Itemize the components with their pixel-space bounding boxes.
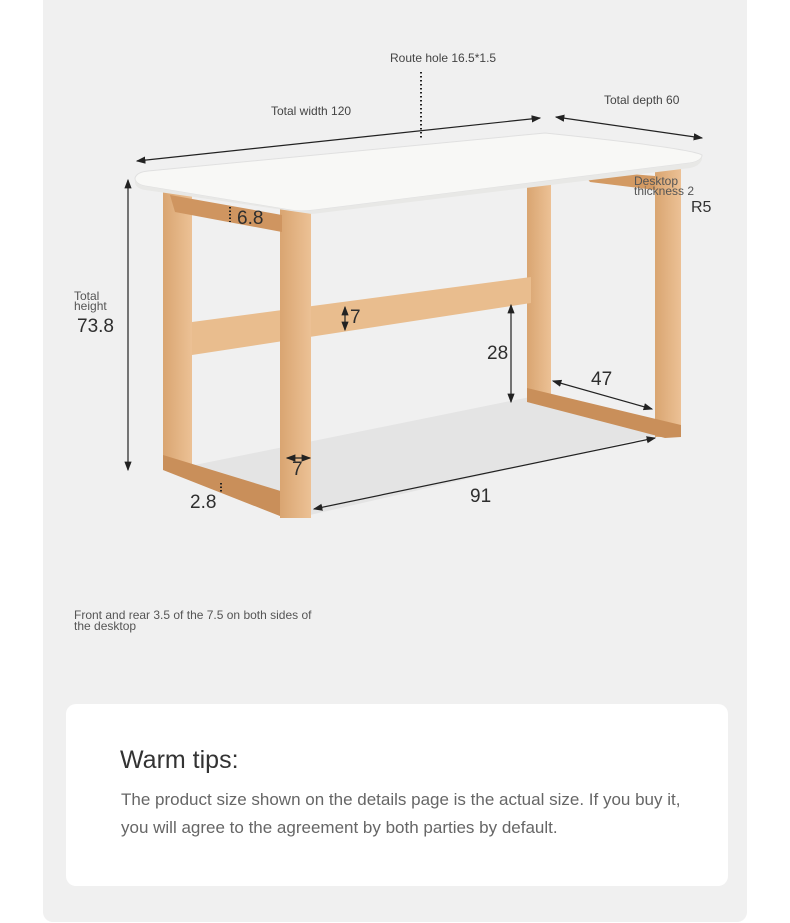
route-hole-label: Route hole 16.5*1.5 [390,51,497,65]
desktop-overhang-note: Front and rear 3.5 of the 7.5 on both sides of the desktop [74,608,312,633]
leg-width-value: 7 [292,459,303,480]
stretcher-height-value: 7 [350,307,361,328]
back-left-leg [163,190,192,468]
total-height-label: Total height [74,289,107,313]
corner-radius-label: R5 [691,199,712,216]
foot-thickness-value: 2.8 [190,492,217,513]
total-depth-label: Total depth 60 [604,93,680,107]
inner-span-value: 91 [470,486,492,507]
warm-tips-card [66,704,728,886]
front-right-leg [655,165,681,437]
warm-tips-title: Warm tips: [120,746,239,774]
apron-height-value: 6.8 [237,208,264,229]
center-stretcher [192,277,531,355]
frame-depth-value: 47 [591,369,613,390]
stretcher-floor-height-value: 28 [487,343,509,364]
desktop-thickness-label: Desktop thickness 2 [634,174,695,198]
total-width-label: Total width 120 [271,104,352,118]
total-height-value: 73.8 [77,316,114,337]
warm-tips-body: The product size shown on the details page is the actual size. If you buy it, you will agree to the agreement by both parties by default. [121,790,681,837]
